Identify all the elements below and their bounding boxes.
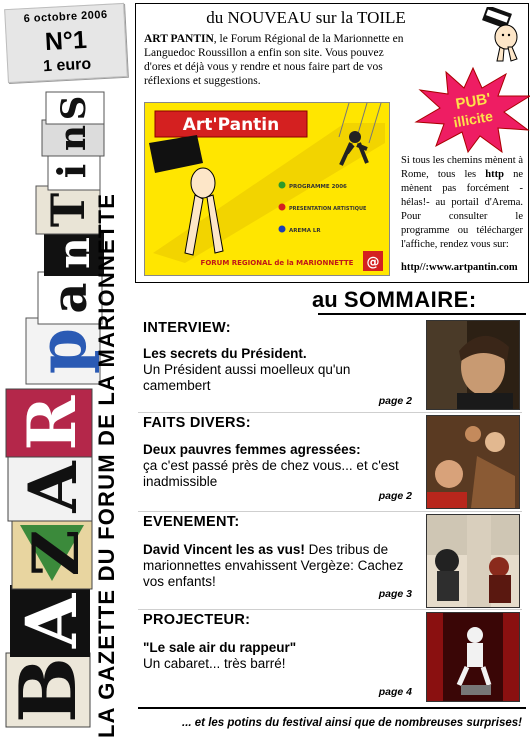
headline-evenement-text: Des tribus de marionnettes envahissent Vergèze: Cachez vos enfants! [143, 542, 404, 589]
section-separator [138, 609, 522, 610]
pub-burst-badge [414, 66, 530, 154]
headline-projecteur-bold: "Le sale air du rappeur" [143, 640, 297, 655]
headline-interview-bold: Les secrets du Président. [143, 346, 307, 361]
photo-rapper-puppet [426, 612, 520, 702]
sommaire-underline [318, 313, 526, 315]
svg-text:A: A [14, 461, 92, 513]
news-lead-text: , le Forum Régional de la Marionnette en Languedoc Roussillon a enfin son site. Vous pouvez d'ores et déjà vous y rendre et nous faire part de vos réflexions et suggestions. [144, 33, 404, 87]
svg-text:S: S [54, 95, 94, 121]
sommaire-prefix: au [312, 287, 338, 312]
page-ref-interview: page 2 [378, 395, 412, 407]
poster-banner: Art'Pantin [182, 115, 280, 135]
svg-text:a: a [42, 282, 98, 314]
portal-text [401, 154, 523, 252]
svg-text:B: B [3, 657, 94, 723]
footer-text: ... et les potins du festival ainsi que de nombreuses surprises! [182, 717, 522, 729]
portal-text-http: http [485, 169, 504, 180]
pub-line2: illicite [452, 107, 495, 131]
svg-text:n: n [52, 124, 94, 152]
site-url-link[interactable]: http//:www.artpantin.com [401, 262, 518, 273]
vertical-tagline: LA GAZETTE DU FORUM DE LA MARIONNETTE [94, 192, 119, 738]
svg-text:i: i [49, 163, 94, 179]
section-title-interview: INTERVIEW: [143, 320, 231, 336]
poster-legend-3: AREMA LR [289, 228, 321, 234]
poster-graphic [145, 103, 389, 275]
svg-text:A: A [10, 593, 93, 649]
svg-text:n: n [49, 237, 100, 269]
poster-footer: FORUM REGIONAL de la MARIONNETTE [200, 259, 354, 267]
poster-legend-1: PROGRAMME 2006 [289, 184, 347, 190]
issue-price: 1 euro [42, 55, 92, 76]
photo-puppets-attack [426, 415, 520, 509]
section-title-projecteur: PROJECTEUR: [143, 612, 251, 628]
poster-legend-2: PRESENTATION ARTISTIQUE [289, 206, 367, 212]
headline-interview [143, 346, 411, 394]
section-title-faits-divers: FAITS DIVERS: [143, 415, 251, 431]
puppet-hand-icon [480, 7, 524, 63]
news-box [135, 3, 529, 283]
sommaire-heading [312, 287, 522, 313]
portal-text-b: ne mènent pas forcément -hélas!- au portail d'Arema. Pour consulter le programme ou télécharger l'affiche, rendez vous sur: [401, 169, 523, 250]
issue-date: 6 octobre 2006 [23, 8, 108, 26]
headline-interview-text: Un Président aussi moelleux qu'un camembert [143, 362, 351, 393]
svg-text:p: p [23, 327, 101, 375]
masthead-column [0, 0, 132, 742]
issue-info-box [4, 3, 128, 83]
svg-text:R: R [13, 395, 91, 451]
photo-puppets-street [426, 514, 520, 608]
headline-faits-divers-text: ça c'est passé près de chez vous... et c'est inadmissible [143, 458, 399, 489]
news-lead-bold: ART PANTIN [144, 33, 214, 45]
pub-line1: PUB' [454, 90, 493, 113]
section-separator [138, 412, 522, 413]
page-ref-evenement: page 3 [378, 588, 412, 600]
headline-projecteur-text: Un cabaret... très barré! [143, 656, 286, 671]
headline-projecteur [143, 640, 411, 672]
issue-number: N°1 [44, 25, 88, 57]
photo-president [426, 320, 520, 410]
headline-evenement-bold: David Vincent les as vus! [143, 542, 305, 557]
news-title: du NOUVEAU sur la TOILE [206, 8, 406, 27]
headline-faits-divers [143, 442, 411, 490]
footer-rule [138, 707, 526, 709]
poster-at-icon: @ [366, 255, 380, 270]
artpantin-poster [144, 102, 390, 276]
headline-faits-divers-bold: Deux pauvres femmes agressées: [143, 442, 361, 457]
section-separator [138, 511, 522, 512]
headline-evenement [143, 542, 411, 590]
svg-text:T: T [41, 192, 95, 228]
page-ref-projecteur: page 4 [378, 686, 412, 698]
section-title-evenement: EVENEMENT: [143, 514, 240, 530]
portal-text-a: Si tous les chemins mènent à Rome, tous les [401, 155, 523, 180]
sommaire-title: SOMMAIRE: [343, 287, 477, 312]
svg-text:Z: Z [19, 529, 94, 577]
page-ref-faits-divers: page 2 [378, 490, 412, 502]
news-body [144, 32, 406, 88]
